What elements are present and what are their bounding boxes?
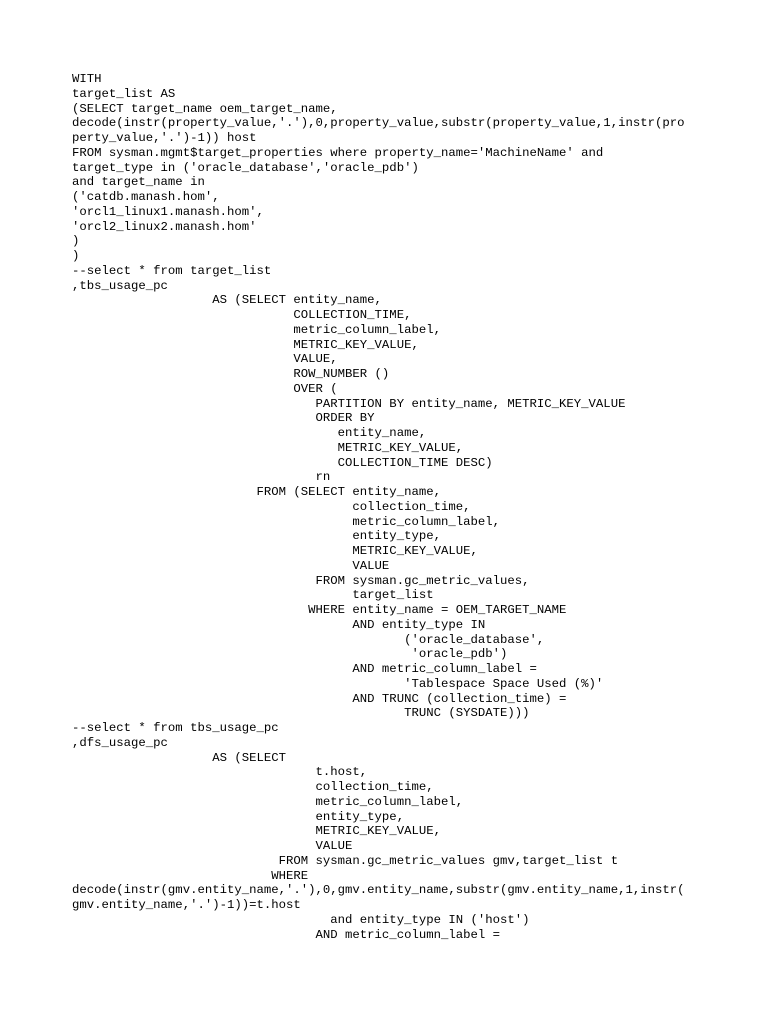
code-line: METRIC_KEY_VALUE, <box>72 337 419 352</box>
code-line: entity_type, <box>72 529 441 544</box>
code-line: ORDER BY <box>72 411 375 426</box>
code-line: collection_time, <box>72 780 434 794</box>
code-line: FROM sysman.gc_metric_values gmv,target_list t <box>72 853 619 868</box>
code-line: AND TRUNC (collection_time) = <box>72 691 567 706</box>
code-line: target_type in ('oracle_database','oracle_pdb') <box>72 160 419 175</box>
code-line: target_list <box>72 588 434 603</box>
code-line: collection_time, <box>72 499 471 514</box>
code-line: OVER ( <box>72 381 338 396</box>
code-line: ('catdb.manash.hom', <box>72 190 220 204</box>
code-line: ('oracle_database', <box>72 632 545 647</box>
code-line: metric_column_label, <box>72 794 464 809</box>
code-line: --select * from target_list <box>72 263 272 278</box>
code-line: decode(instr(property_value,'.'),0,property_value,substr(property_value,1,instr(pro <box>72 116 685 131</box>
code-line: --select * from tbs_usage_pc <box>72 721 279 735</box>
code-line: METRIC_KEY_VALUE, <box>72 440 464 455</box>
code-line: VALUE, <box>72 352 338 367</box>
code-line: ,dfs_usage_pc <box>72 735 168 750</box>
code-line: perty_value,'.')-1)) host <box>72 131 257 145</box>
code-line: entity_name, <box>72 426 427 440</box>
code-line: WHERE entity_name = OEM_TARGET_NAME <box>72 603 567 617</box>
code-line: AND entity_type IN <box>72 617 486 632</box>
code-line: ) <box>72 234 80 249</box>
code-line: 'oracle_pdb') <box>72 647 508 662</box>
code-line: METRIC_KEY_VALUE, <box>72 544 478 558</box>
code-line: AS (SELECT entity_name, <box>72 293 382 308</box>
code-line: rn <box>72 470 331 485</box>
code-line: WITH <box>72 72 102 86</box>
sql-code-document <box>72 72 752 942</box>
code-line: 'Tablespace Space Used (%)' <box>72 676 604 691</box>
code-line: COLLECTION_TIME DESC) <box>72 455 493 470</box>
code-line: metric_column_label, <box>72 322 441 337</box>
code-line: decode(instr(gmv.entity_name,'.'),0,gmv.entity_name,substr(gmv.entity_name,1,instr( <box>72 883 685 898</box>
code-line: FROM sysman.gc_metric_values, <box>72 573 530 588</box>
code-line: metric_column_label, <box>72 514 501 529</box>
code-line: FROM sysman.mgmt$target_properties where property_name='MachineName' and <box>72 145 604 160</box>
code-line: 'orcl2_linux2.manash.hom' <box>72 219 257 234</box>
code-line: AND metric_column_label = <box>72 927 501 942</box>
code-line: and entity_type IN ('host') <box>72 912 530 927</box>
code-line: 'orcl1_linux1.manash.hom', <box>72 204 264 219</box>
code-line: TRUNC (SYSDATE))) <box>72 706 530 721</box>
code-line: target_list AS <box>72 86 176 101</box>
code-line: COLLECTION_TIME, <box>72 308 412 322</box>
code-line: (SELECT target_name oem_target_name, <box>72 101 338 116</box>
code-line: gmv.entity_name,'.')-1))=t.host <box>72 898 301 912</box>
code-line: ROW_NUMBER () <box>72 367 390 381</box>
code-line: t.host, <box>72 765 368 780</box>
code-line: PARTITION BY entity_name, METRIC_KEY_VALUE <box>72 396 626 411</box>
code-line: VALUE <box>72 839 353 853</box>
code-line: ,tbs_usage_pc <box>72 278 168 293</box>
code-line: FROM (SELECT entity_name, <box>72 485 441 499</box>
code-line: AND metric_column_label = <box>72 662 537 676</box>
code-line: entity_type, <box>72 809 405 824</box>
code-line: AS (SELECT <box>72 750 287 765</box>
code-line: ) <box>72 249 80 263</box>
code-line: WHERE <box>72 868 309 883</box>
code-line: METRIC_KEY_VALUE, <box>72 824 441 839</box>
code-line: VALUE <box>72 558 390 573</box>
code-line: and target_name in <box>72 175 205 190</box>
